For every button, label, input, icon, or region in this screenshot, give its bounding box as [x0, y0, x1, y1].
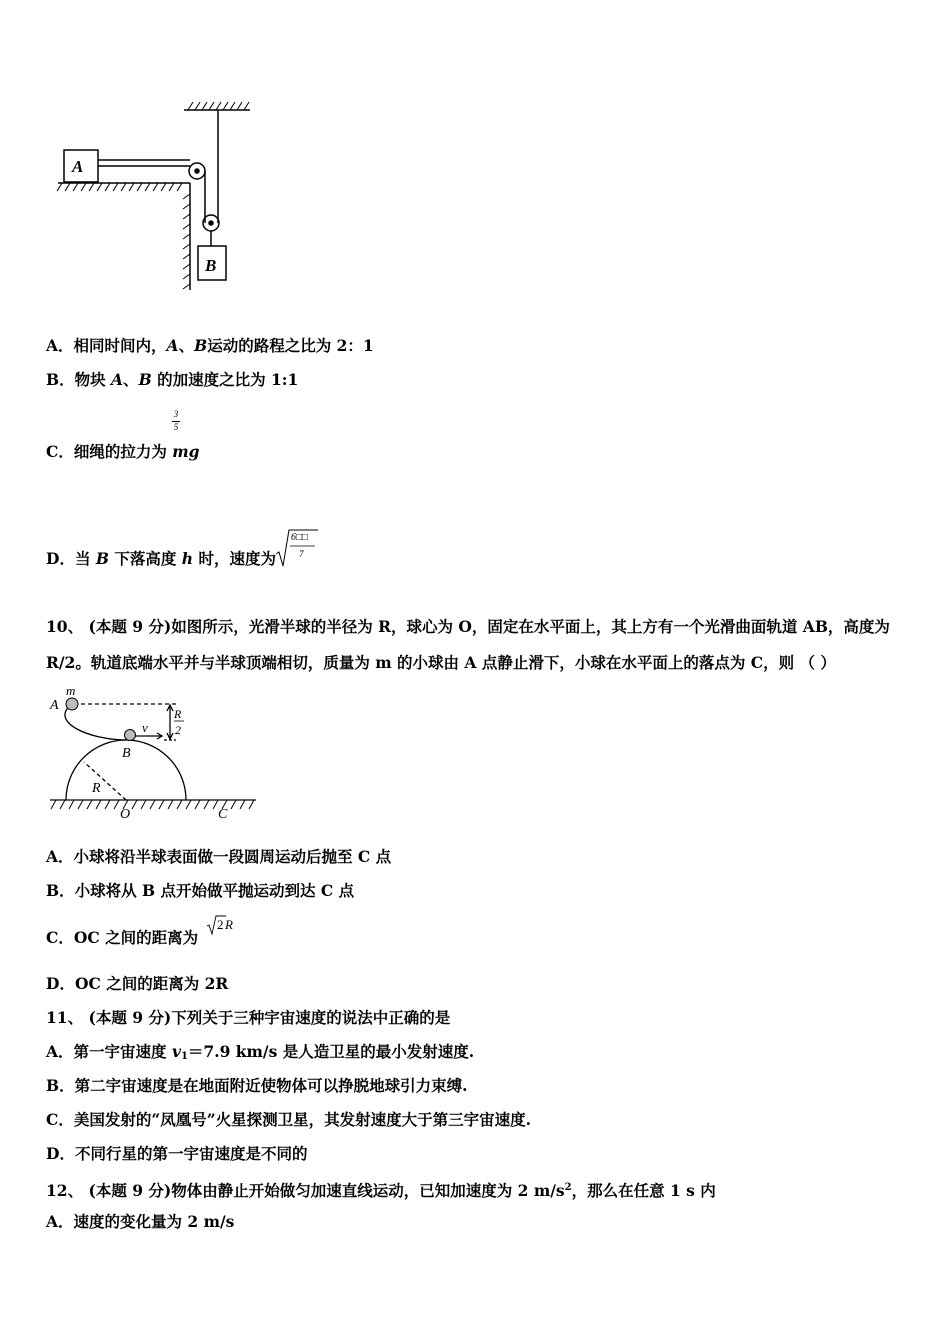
- q12-stem: 12、 (本题 9 分)物体由静止开始做匀加速直线运动，已知加速度为 2 $m/s^2$，那么在任意 1 s 内: [46, 1181, 716, 1200]
- sqrt-two-r: 2 R: [206, 914, 242, 936]
- q11-option-c: C．美国发射的“凤凰号”火星探测卫星，其发射速度大于第三宇宙速度.: [46, 1110, 532, 1129]
- fraction-three-fifths: 3 5: [173, 409, 179, 432]
- q11-option-d: D．不同行星的第一宇宙速度是不同的: [46, 1144, 308, 1163]
- q10-option-c: C．OC 之间的距离为: [46, 928, 199, 947]
- label-r: R: [92, 781, 101, 796]
- label-block-b: B: [205, 256, 217, 275]
- pulley-figure: [50, 98, 260, 298]
- q9-option-a: A．相同时间内，A、B运动的路程之比为 2：1: [46, 336, 374, 355]
- q11-option-b: B．第二宇宙速度是在地面附近使物体可以挣脱地球引力束缚.: [46, 1076, 468, 1095]
- q10-option-a: A．小球将沿半球表面做一段圆周运动后抛至 C 点: [46, 847, 392, 866]
- label-o: O: [120, 807, 131, 822]
- label-block-a: A: [72, 157, 84, 176]
- label-v: v: [142, 720, 148, 735]
- half-r-den: 2: [175, 723, 181, 737]
- q9-option-c: C．细绳的拉力为 mg: [46, 442, 200, 461]
- label-m: m: [66, 684, 76, 698]
- q9-option-b: B．物块 A、B 的加速度之比为 1:1: [46, 370, 299, 389]
- sqrt-expression: 6□□ 7: [275, 528, 319, 568]
- label-b: B: [122, 746, 131, 761]
- q11-stem: 11、 (本题 9 分)下列关于三种宇宙速度的说法中正确的是: [46, 1008, 451, 1027]
- q9-option-d: D．当 B 下落高度 h 时，速度为: [46, 549, 276, 568]
- q10-stem: 10、 (本题 9 分)如图所示，光滑半球的半径为 R，球心为 O，固定在水平面上，其上方有一个光滑曲面轨道 AB，高度为 R/2。轨道底端水平并与半球顶端相切，质量为 m 的小球由 A 点静止滑下，小球在水平面上的落点为 C，则 （ ）: [46, 617, 890, 672]
- label-c: C: [218, 807, 228, 822]
- q10-option-d: D．OC 之间的距离为 2R: [46, 974, 229, 993]
- label-a: A: [50, 698, 59, 713]
- q12-option-a: A．速度的变化量为 2 m/s: [46, 1212, 235, 1231]
- half-r-num: R: [174, 707, 182, 721]
- q11-option-a: A．第一宇宙速度 $v_1=7.9$ km/s 是人造卫星的最小发射速度.: [46, 1042, 475, 1062]
- hemisphere-figure: [48, 684, 260, 824]
- q10-option-b: B．小球将从 B 点开始做平抛运动到达 C 点: [46, 881, 355, 900]
